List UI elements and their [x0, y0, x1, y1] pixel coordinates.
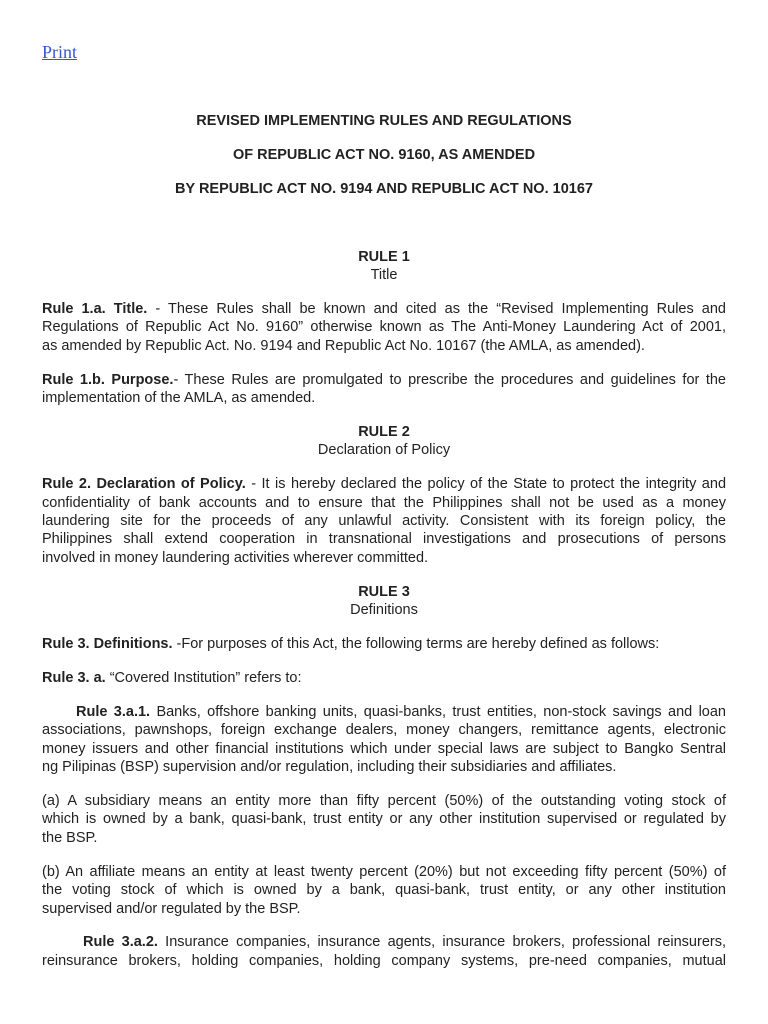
rule-1a-line-3: as amended by Republic Act. No. 9194 and Republic Act No. 10167 (the AMLA, as amended). — [42, 337, 645, 354]
rule-1a-label: Rule 1.a. Title. — [42, 300, 148, 317]
rule-3a1-line-2: associations, pawnshops, foreign exchange dealers, money changers, remittance agents, electronic — [42, 722, 726, 739]
rule-2-heading: Declaration of Policy — [317, 442, 451, 459]
rule-2-label: Rule 2. Declaration of Policy. — [42, 476, 246, 493]
rule-3-header — [42, 583, 726, 620]
rule-3a1-paragraph — [42, 703, 726, 777]
rule-3a-line-1-text: “Covered Institution” refers to: — [105, 670, 302, 687]
affiliate-clause-line-1: (b) An affiliate means an entity at least twenty percent (20%) but not exceeding fifty percent (50%) of — [42, 863, 726, 880]
rule-3a1-line-1-text: Banks, offshore banking units, quasi-banks, trust entities, non-stock savings and loan — [150, 703, 727, 720]
rule-3a1-line-3: money issuers and other financial institutions which under special laws are subject to Bangko Sentral — [42, 740, 726, 757]
rule-2-number: RULE 2 — [358, 423, 410, 440]
subsidiary-clause-paragraph — [42, 792, 726, 847]
rule-3a1-line-4: ng Pilipinas (BSP) supervision and/or regulation, including their subsidiaries and affiliates. — [42, 759, 617, 776]
rule-3a1-label: Rule 3.a.1. — [76, 703, 151, 720]
rule-3a-paragraph — [42, 669, 726, 687]
rule-2-line-5: involved in money laundering activities wherever committed. — [42, 549, 429, 566]
rule-3a2-label: Rule 3.a.2. — [83, 934, 158, 951]
rule-1-header — [42, 248, 726, 285]
document-title-line-2: OF REPUBLIC ACT NO. 9160, AS AMENDED — [232, 146, 536, 163]
document-body — [42, 112, 726, 986]
rule-2-line-1-text: - It is hereby declared the policy of the State to protect the integrity and — [245, 476, 727, 493]
rule-3a1-line-1 — [42, 703, 726, 721]
affiliate-clause-line-3: supervised and/or regulated by the BSP. — [42, 900, 301, 917]
rule-1a-line-1 — [42, 300, 726, 318]
subsidiary-clause-line-2: which is owned by a bank, quasi-bank, trust entity or any other institution supervised or regulated by — [42, 811, 726, 828]
rule-1-heading: Title — [370, 267, 398, 284]
affiliate-clause-paragraph — [42, 863, 726, 918]
rule-3-number: RULE 3 — [358, 583, 410, 600]
rule-2-header — [42, 423, 726, 460]
rule-3a2-paragraph — [42, 933, 726, 970]
rule-3-label: Rule 3. Definitions. — [42, 636, 173, 653]
rule-3-heading: Definitions — [350, 602, 418, 619]
subsidiary-clause-line-1: (a) A subsidiary means an entity more than fifty percent (50%) of the outstanding voting stock of — [42, 793, 726, 810]
rule-3-line-1 — [42, 635, 726, 653]
rule-3a2-line-1 — [42, 933, 726, 951]
rule-3-line-1-text: -For purposes of this Act, the following terms are hereby defined as follows: — [172, 636, 660, 653]
rule-2-line-3: laundering site for the proceeds of any unlawful activity. Consistent with its foreign policy, the — [42, 513, 726, 530]
rule-3a2-line-2: reinsurance brokers, holding companies, holding company systems, pre-need companies, mutual — [42, 952, 726, 969]
rule-1b-line-2: implementation of the AMLA, as amended. — [42, 390, 316, 407]
affiliate-clause-line-2: the voting stock of which is owned by a bank, quasi-bank, trust entity, or any other institution — [42, 882, 726, 899]
rule-2-paragraph — [42, 475, 726, 567]
print-link[interactable]: Print — [42, 42, 78, 62]
rule-1b-paragraph — [42, 371, 726, 408]
rule-2-line-1 — [42, 475, 726, 493]
blank-line — [42, 214, 726, 232]
rule-1a-paragraph — [42, 300, 726, 355]
rule-2-line-4: Philippines shall extend cooperation in transnational investigations and prosecutions of persons — [42, 531, 726, 548]
rule-1b-label: Rule 1.b. Purpose. — [42, 371, 174, 388]
rule-1b-line-1 — [42, 371, 726, 389]
rule-3a-line-1 — [42, 669, 726, 687]
rule-3-paragraph — [42, 635, 726, 653]
rule-3a2-line-1-text: Insurance companies, insurance agents, insurance brokers, professional reinsurers, — [157, 934, 726, 951]
rule-2-line-2: confidentiality of bank accounts and to ensure that the Philippines shall not be used as a money — [42, 494, 726, 511]
document-title-line-1: REVISED IMPLEMENTING RULES AND REGULATIONS — [196, 113, 572, 129]
rule-1a-line-1-text: - These Rules shall be known and cited as the “Revised Implementing Rules and — [147, 300, 727, 317]
rule-1b-line-1-text: - These Rules are promulgated to prescribe the procedures and guidelines for the — [173, 371, 727, 388]
rule-1-number: RULE 1 — [358, 248, 410, 265]
subsidiary-clause-line-3: the BSP. — [42, 829, 98, 846]
document-title-line-3: BY REPUBLIC ACT NO. 9194 AND REPUBLIC ACT NO. 10167 — [175, 180, 593, 197]
rule-1a-line-2: Regulations of Republic Act No. 9160” otherwise known as The Anti-Money Laundering Act of 2001, — [42, 319, 726, 336]
rule-3a-label: Rule 3. a. — [42, 670, 106, 687]
